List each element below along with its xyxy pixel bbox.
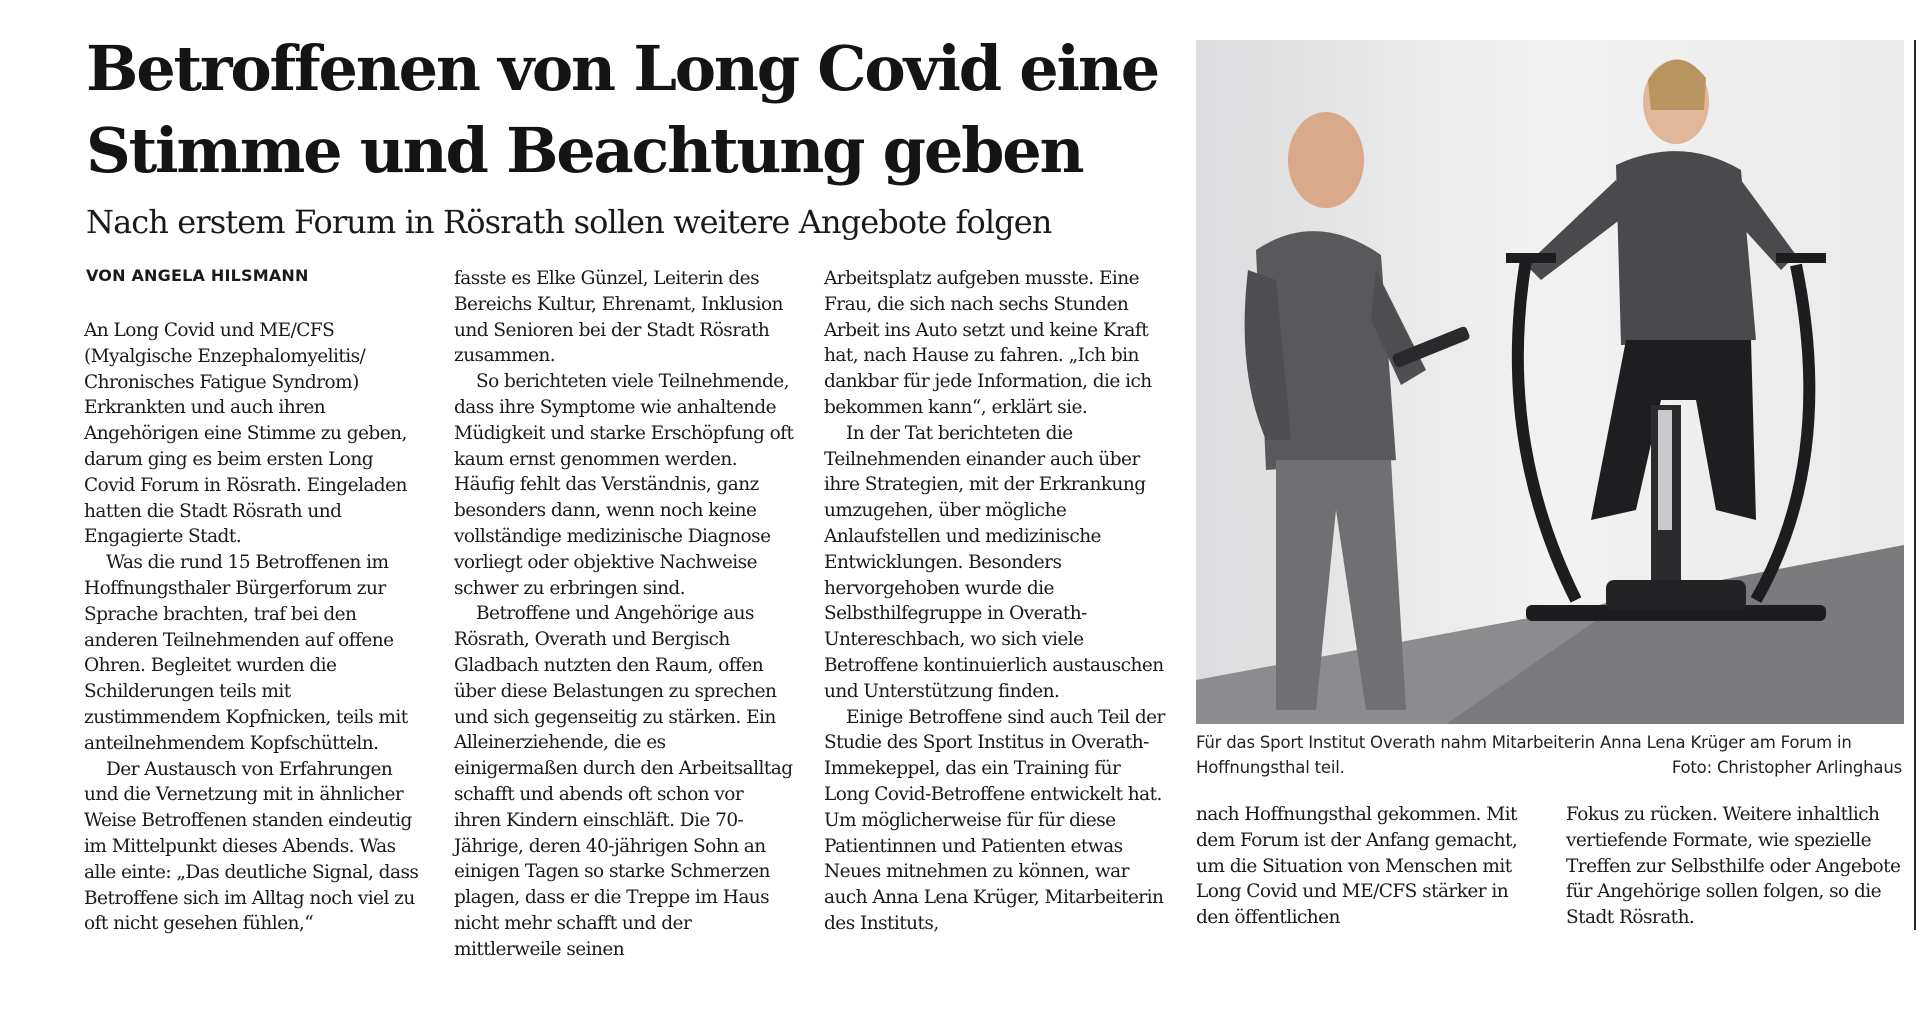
paragraph: Betroffene und Angehörige aus Rösrath, Overath und Bergisch Gladbach nutzten den Raum, offen über diese Belastungen zu sprechen und sich gegenseitig zu stärken. Ein Alleinerziehende, die es einigermaßen durch den Arbeitsalltag schafft und abends oft schon vor ihren Kindern einschläft. Die 70-Jährige, deren 40-jährigen Sohn an einigen Tagen so starke Schmerzen plagen, dass er die Treppe im Haus nicht mehr schafft und der mittlerweile seinen <box>454 603 793 960</box>
paragraph: nach Hoffnungsthal gekommen. Mit dem Forum ist der Anfang gemacht, um die Situation von Menschen mit Long Covid und ME/CFS stärker in den öffentlichen <box>1196 804 1518 929</box>
article-column-2 <box>454 266 794 963</box>
paragraph: So berichteten viele Teilnehmende, dass ihre Symptome wie anhaltende Müdigkeit und starke Erschöpfung oft kaum ernst genommen werden. Häufig fehlt das Verständnis, ganz besonders dann, wenn noch keine vollständige medizinische Diagnose vorliegt oder objektive Nachweise schwer zu erbringen sind. <box>454 371 794 599</box>
article-column-1 <box>84 318 424 937</box>
photo-caption <box>1196 730 1910 780</box>
paragraph: Was die rund 15 Betroffenen im Hoffnungsthaler Bürgerforum zur Sprache brachten, traf bei den anderen Teilnehmenden auf offene Ohren. Begleitet wurden die Schilderungen teils mit zustimmendem Kopfnicken, teils mit anteilnehmendem Kopfschütteln. <box>84 552 408 754</box>
article-column-3 <box>824 266 1168 937</box>
caption-text: Für das Sport Institut Overath nahm Mitarbeiterin Anna Lena Krüger am Forum in Hoffnungsthal teil. <box>1196 733 1852 777</box>
paragraph: Der Austausch von Erfahrungen und die Vernetzung mit in ähnlicher Weise Betroffenen standen eindeutig im Mittelpunkt dieses Abends. Was alle einte: „Das deutliche Signal, dass Betroffene sich im Alltag noch viel zu oft nicht gesehen fühlen,“ <box>84 758 419 935</box>
paragraph: Einige Betroffene sind auch Teil der Studie des Sport Institus in Overath-Immekeppel, das ein Training für Long Covid-Betroffene entwickelt hat. Um möglicherweise für für diese Patientinnen und Patienten etwas Neues mitnehmen zu können, war auch Anna Lena Krüger, Mitarbeiterin des Instituts, <box>824 706 1165 934</box>
headline-line-1: Betroffenen von Long Covid eine <box>86 32 1159 105</box>
article-photo <box>1196 40 1904 724</box>
subheadline: Nach erstem Forum in Rösrath sollen weitere Angebote folgen <box>86 203 1052 241</box>
paragraph: Fokus zu rücken. Weitere inhaltlich vertiefende Formate, wie spezielle Treffen zur Selbsthilfe oder Angebote für Angehörige sollen folgen, so die Stadt Rösrath. <box>1566 804 1901 929</box>
headline <box>86 28 1176 192</box>
paragraph: An Long Covid und ME/CFS (Myalgische Enzephalomyelitis/ Chronisches Fatigue Syndrom) Erkrankten und auch ihren Angehörigen eine Stimme zu geben, darum ging es beim ersten Long Covid Forum in Rösrath. Eingeladen hatten die Stadt Rösrath und Engagierte Stadt. <box>84 320 407 548</box>
article-column-5 <box>1566 802 1906 931</box>
paragraph: fasste es Elke Günzel, Leiterin des Bereichs Kultur, Ehrenamt, Inklusion und Senioren bei der Stadt Rösrath zusammen. <box>454 268 783 367</box>
photo-credit: Foto: Christopher Arlinghaus <box>1671 758 1902 777</box>
paragraph: Arbeitsplatz aufgeben musste. Eine Frau, die sich nach sechs Stunden Arbeit ins Auto setzt und keine Kraft hat, nach Hause zu fahren. „Ich bin dankbar für jede Information, die ich bekommen kann“, erklärt sie. <box>824 268 1152 418</box>
paragraph: In der Tat berichteten die Teilnehmenden einander auch über ihre Strategien, mit der Erkrankung umzugehen, über mögliche Anlaufstellen und medizinische Entwicklungen. Besonders hervorgehoben wurde die Selbsthilfegruppe in Overath-Untereschbach, wo sich viele Betroffene kontinuierlich austauschen und Unterstützung finden. <box>824 422 1164 702</box>
headline-line-2: Stimme und Beachtung geben <box>86 114 1083 187</box>
page-edge-rule <box>1914 40 1916 930</box>
photo-illustration <box>1196 40 1904 724</box>
article-column-4 <box>1196 802 1536 931</box>
byline: VON ANGELA HILSMANN <box>86 266 309 285</box>
